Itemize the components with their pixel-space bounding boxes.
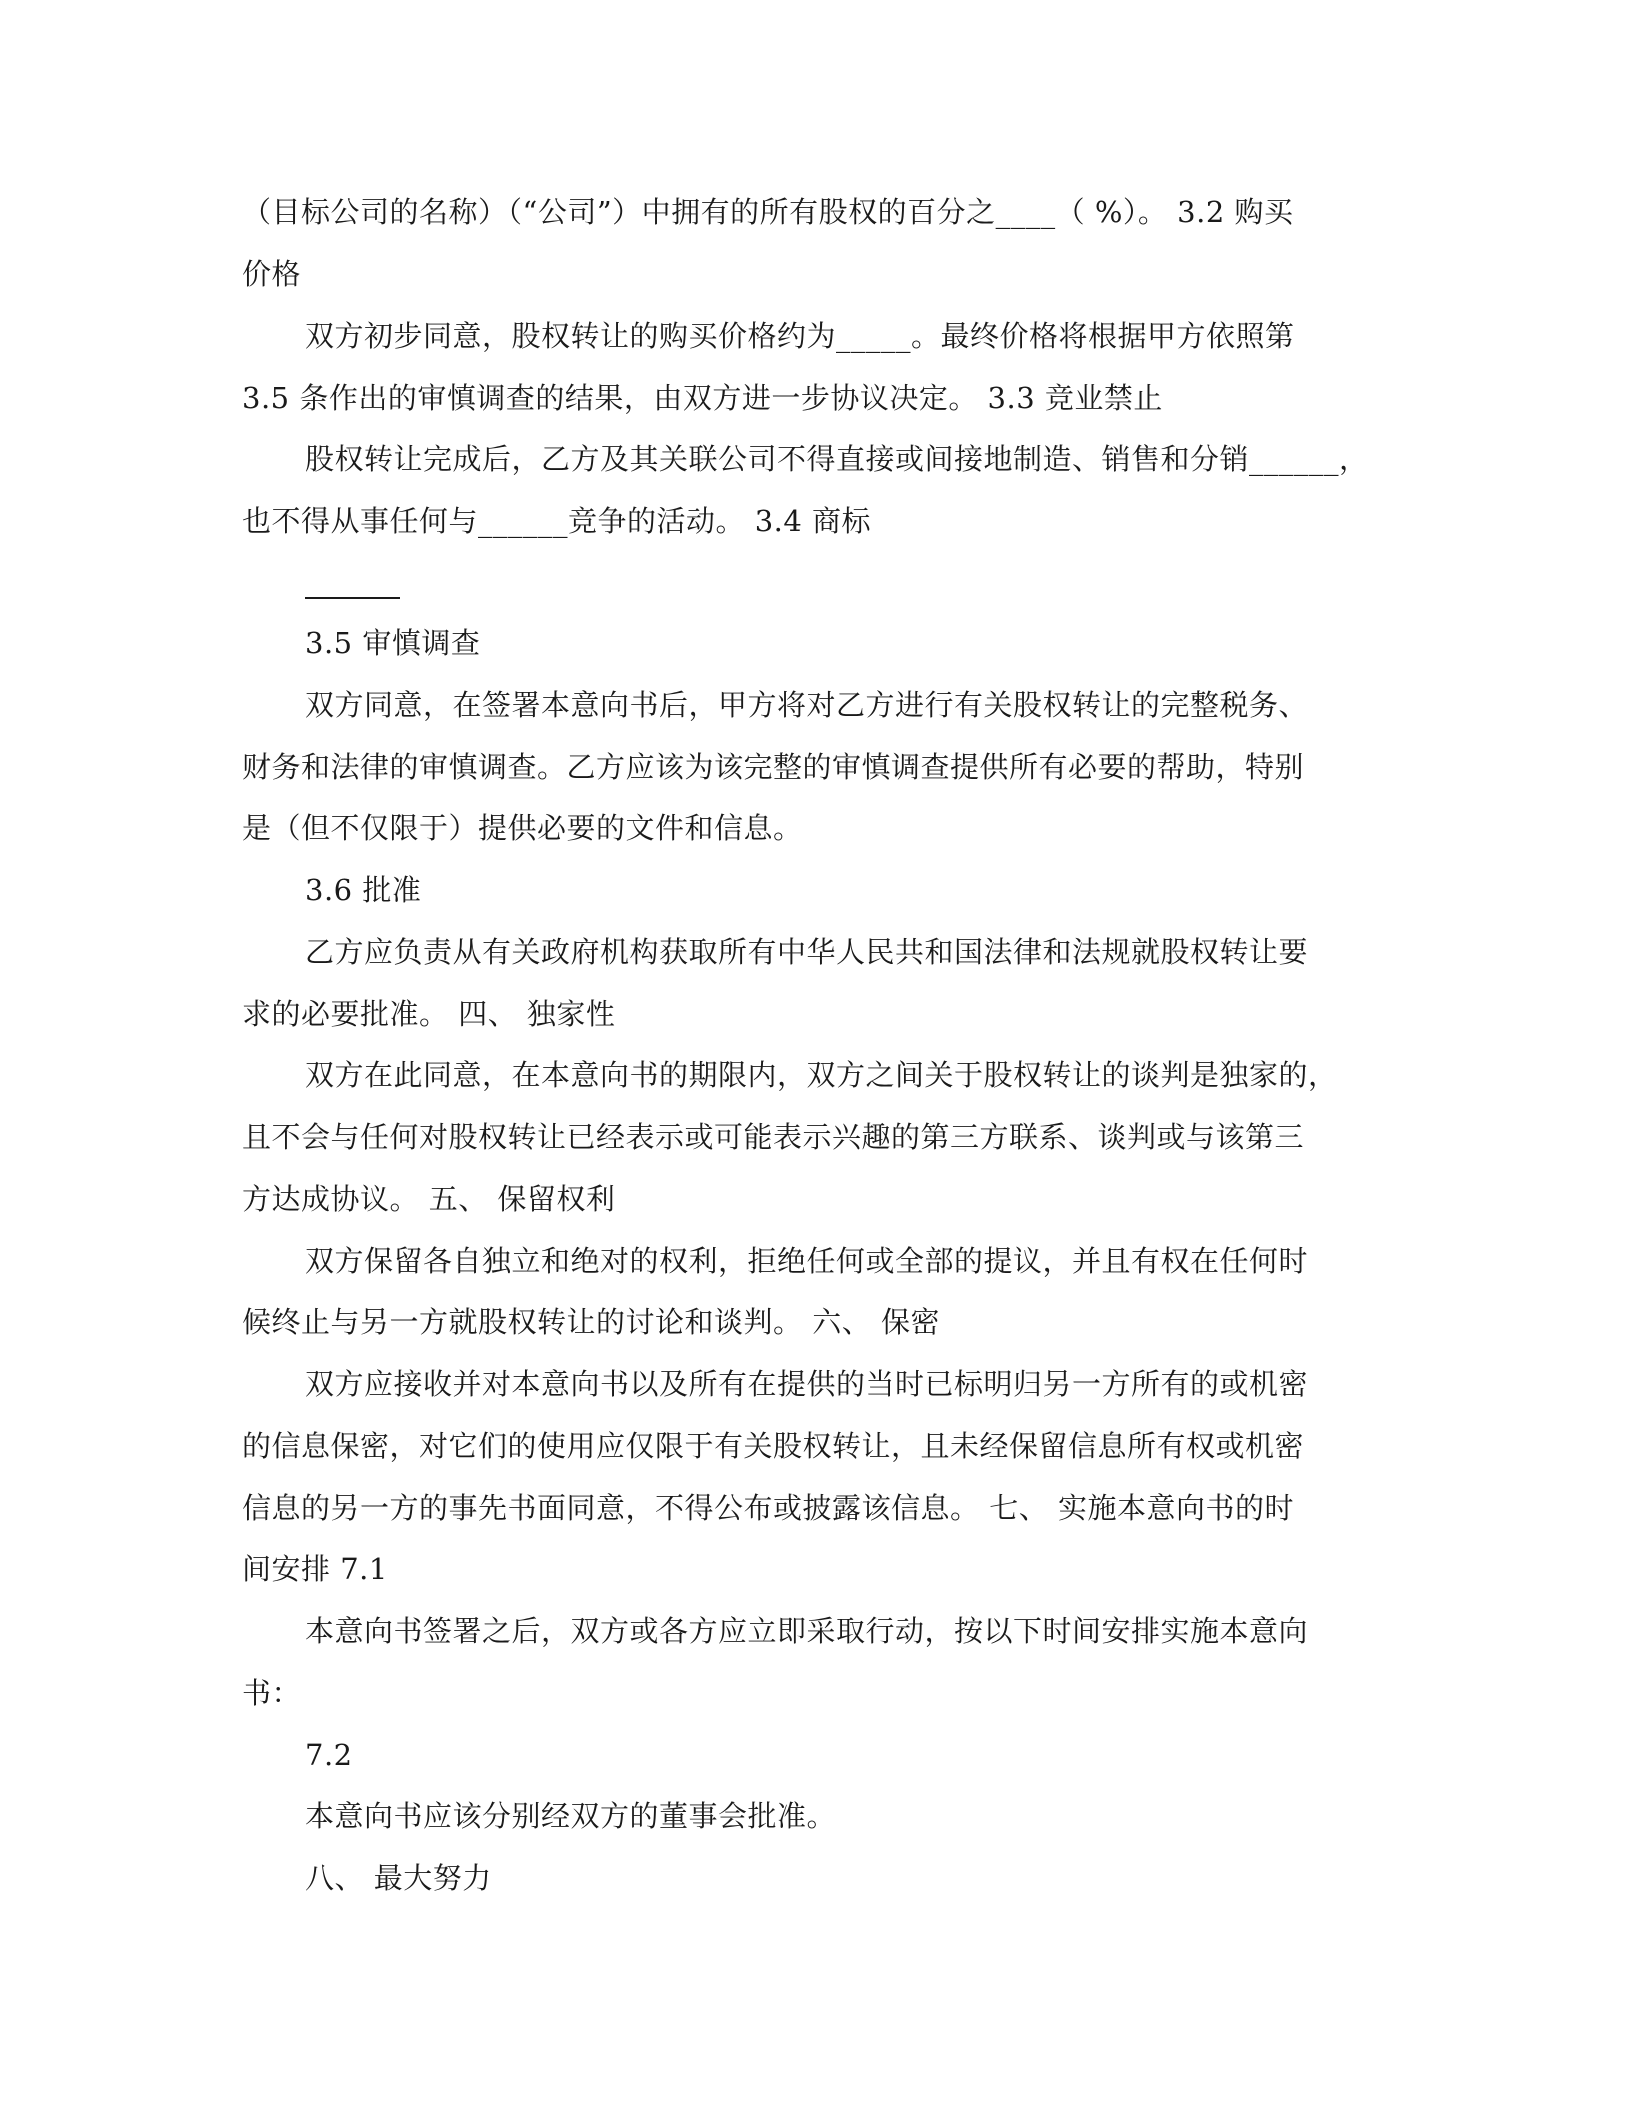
text-line: 是（但不仅限于）提供必要的文件和信息。: [242, 811, 803, 845]
text-line: 候终止与另一方就股权转让的讨论和谈判。 六、 保密: [242, 1305, 940, 1339]
text-line: 乙方应负责从有关政府机构获取所有中华人民共和国法律和法规就股权转让要: [305, 935, 1309, 969]
text-line: （目标公司的名称）（“公司”）中拥有的所有股权的百分之____（ %）。 3.2 购买: [242, 195, 1294, 229]
blank-underline: [305, 597, 400, 599]
text-line: 书：: [242, 1676, 302, 1710]
text-line: 价格: [242, 257, 302, 291]
text-line: 方达成协议。 五、 保留权利: [242, 1182, 616, 1216]
text-line: 本意向书签署之后，双方或各方应立即采取行动，按以下时间安排实施本意向: [305, 1614, 1309, 1648]
text-line: 双方在此同意，在本意向书的期限内，双方之间关于股权转让的谈判是独家的，: [305, 1058, 1338, 1092]
section-heading: 3.5 审慎调查: [305, 626, 481, 660]
text-line: 间安排 7.1: [242, 1552, 388, 1586]
text-line: 本意向书应该分别经双方的董事会批准。: [305, 1799, 837, 1833]
text-line: 3.5 条作出的审慎调查的结果，由双方进一步协议决定。 3.3 竞业禁止: [242, 381, 1163, 415]
text-line: 双方保留各自独立和绝对的权利，拒绝任何或全部的提议，并且有权在任何时: [305, 1244, 1309, 1278]
section-heading: 八、 最大努力: [305, 1861, 492, 1895]
section-heading: 3.6 批准: [305, 873, 422, 907]
text-line: 双方初步同意，股权转让的购买价格约为_____。最终价格将根据甲方依照第: [305, 319, 1295, 353]
text-line: 股权转让完成后，乙方及其关联公司不得直接或间接地制造、销售和分销______，: [305, 442, 1369, 476]
text-line: 也不得从事任何与______竞争的活动。 3.4 商标: [242, 504, 872, 538]
section-heading: 7.2: [305, 1738, 353, 1772]
text-line: 信息的另一方的事先书面同意，不得公布或披露该信息。 七、 实施本意向书的时: [242, 1491, 1294, 1525]
text-line: 双方同意，在签署本意向书后，甲方将对乙方进行有关股权转让的完整税务、: [305, 688, 1309, 722]
text-line: 且不会与任何对股权转让已经表示或可能表示兴趣的第三方联系、谈判或与该第三: [242, 1120, 1305, 1154]
text-line: 财务和法律的审慎调查。乙方应该为该完整的审慎调查提供所有必要的帮助，特别: [242, 750, 1305, 784]
text-line: 求的必要批准。 四、 独家性: [242, 997, 616, 1031]
text-line: 双方应接收并对本意向书以及所有在提供的当时已标明归另一方所有的或机密: [305, 1367, 1309, 1401]
text-line: 的信息保密，对它们的使用应仅限于有关股权转让，且未经保留信息所有权或机密: [242, 1429, 1305, 1463]
